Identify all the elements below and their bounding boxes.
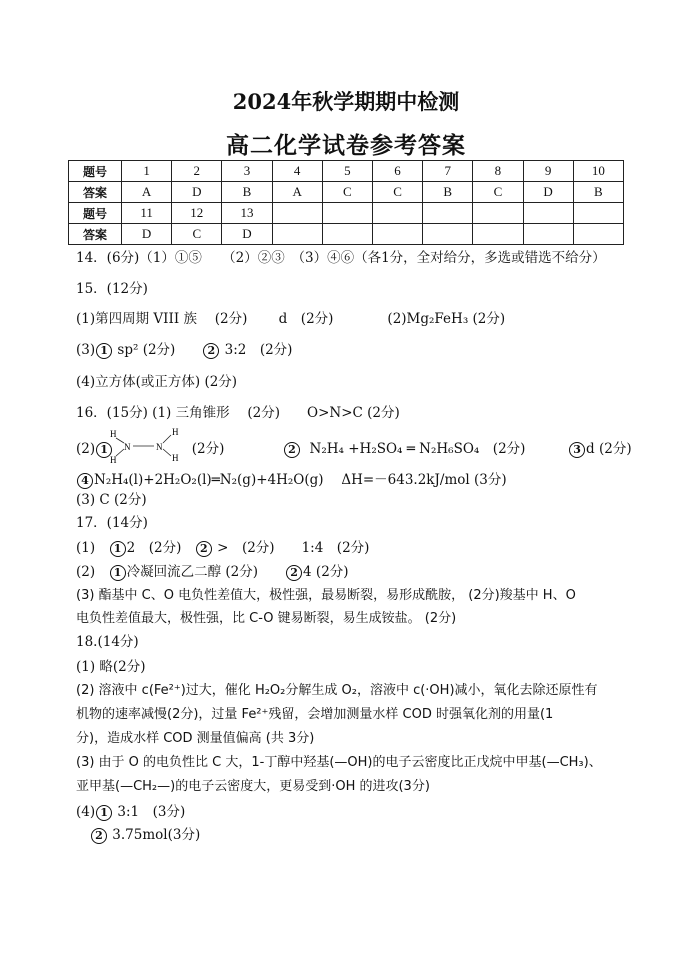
text: (4)	[76, 804, 96, 820]
cell: C	[172, 224, 222, 245]
cell: 3	[222, 161, 272, 182]
cell	[272, 203, 322, 224]
cell: 1	[122, 161, 172, 182]
q16-heading: 16．(15分) (1) 三角锥形 (2分) O>N>C (2分)	[76, 405, 400, 421]
q14-answer: 14．(6分)（1）①⑤ （2）②③ （3）④⑥（各1分，全对给分，多选或错选不给分）	[76, 250, 606, 266]
table-row	[69, 161, 624, 182]
text: > (2分) 1:4 (2分)	[212, 540, 370, 556]
cell	[523, 224, 573, 245]
row-label: 题号	[69, 161, 122, 182]
q15-line: (1)第四周期 VIII 族 (2分) d (2分) (2)Mg₂FeH₃ (2分)	[76, 311, 506, 327]
q15-line: (4)立方体(或正方体) (2分)	[76, 374, 238, 390]
cell: D	[222, 224, 272, 245]
q17-line	[76, 539, 369, 557]
cell: 2	[172, 161, 222, 182]
cell	[473, 203, 523, 224]
circled-number: 2	[91, 828, 107, 844]
cell: B	[222, 182, 272, 203]
bond-line	[163, 449, 171, 456]
q18-line	[90, 826, 200, 844]
q18-heading: 18.(14分)	[76, 634, 139, 650]
cell: 10	[573, 161, 623, 182]
atom-label: N	[156, 442, 163, 452]
table-row	[69, 224, 624, 245]
text: (3)	[76, 342, 96, 358]
q16-line: (3) C (2分)	[76, 492, 147, 508]
atom-label: H	[110, 455, 117, 465]
cell: 6	[372, 161, 422, 182]
circled-number: 4	[77, 473, 93, 489]
q18-line: 机物的速率减慢(2分)，过量 Fe²⁺残留，会增加测量水样 COD 时强氧化剂的用量(1	[76, 707, 554, 722]
cell: 12	[172, 203, 222, 224]
cell: D	[122, 224, 172, 245]
q18-line	[76, 803, 185, 821]
cell	[423, 203, 473, 224]
cell	[523, 203, 573, 224]
circled-number: 1	[96, 805, 112, 821]
cell: D	[523, 182, 573, 203]
circled-number: 1	[110, 541, 126, 557]
text: (2)	[76, 441, 96, 457]
cell: 7	[423, 161, 473, 182]
q15-heading: 15．(12分)	[76, 281, 148, 297]
text: N₂H₄ +H₂SO₄ ═ N₂H₆SO₄ (2分)	[309, 441, 526, 457]
cell: 4	[272, 161, 322, 182]
hydrazine-structure	[104, 425, 184, 465]
page-title: 2024年秋学期期中检测	[232, 89, 460, 114]
circled-number: 2	[286, 565, 302, 581]
text: 3:2 (2分)	[220, 342, 293, 358]
text: 冷凝回流乙二醇 (2分)	[126, 564, 286, 580]
row-label: 答案	[69, 224, 122, 245]
q16-line	[76, 471, 507, 489]
circled-number: 1	[110, 565, 126, 581]
cell: C	[322, 182, 372, 203]
table-row	[69, 203, 624, 224]
cell: D	[172, 182, 222, 203]
q15-line	[76, 341, 292, 359]
cell: 13	[222, 203, 272, 224]
circled-number: 2	[203, 343, 219, 359]
circled-number: 2	[284, 442, 300, 458]
cell	[372, 224, 422, 245]
cell: B	[423, 182, 473, 203]
cell	[372, 203, 422, 224]
text: (2分)	[191, 441, 225, 457]
cell	[573, 224, 623, 245]
q18-line: (3) 由于 O 的电负性比 C 大，1-丁醇中羟基(—OH)的电子云密度比正戊烷中甲基(—CH₃)、	[76, 755, 602, 770]
bond-line	[163, 435, 171, 443]
bond-line	[116, 438, 124, 443]
q17-line: 电负性差值最大，极性强，比 C-O 键易断裂，易生成铵盐。 (2分)	[76, 611, 457, 626]
cell: B	[573, 182, 623, 203]
page-subtitle: 高二化学试卷参考答案	[226, 132, 466, 159]
circled-number: 2	[196, 541, 212, 557]
row-label: 题号	[69, 203, 122, 224]
answer-table	[68, 160, 624, 245]
cell: 9	[523, 161, 573, 182]
cell	[473, 224, 523, 245]
q18-line: (2) 溶液中 c(Fe²⁺)过大，催化 H₂O₂分解生成 O₂，溶液中 c(·OH)减小，氧化去除还原性有	[76, 683, 598, 698]
q18-line: 分)，造成水样 COD 测量值偏高 (共 3分)	[76, 731, 315, 746]
text: (2)	[76, 564, 109, 580]
cell	[272, 224, 322, 245]
cell	[322, 224, 372, 245]
text: N₂H₄(l)+2H₂O₂(l)═N₂(g)+4H₂O(g) ΔH=－643.2kJ/mol (3分)	[94, 472, 507, 488]
circled-number: 1	[96, 442, 112, 458]
cell: C	[372, 182, 422, 203]
atom-label: H	[172, 427, 179, 437]
text: sp² (2分)	[113, 342, 203, 358]
cell: A	[122, 182, 172, 203]
q18-line: 亚甲基(—CH₂—)的电子云密度大，更易受到·OH 的进攻(3分)	[76, 779, 430, 794]
row-label: 答案	[69, 182, 122, 203]
cell	[322, 203, 372, 224]
cell: A	[272, 182, 322, 203]
cell	[423, 224, 473, 245]
table-row	[69, 182, 624, 203]
q17-line: (3) 酯基中 C、O 电负性差值大，极性强，最易断裂，易形成酰胺， (2分)羧基中 H、O	[76, 588, 576, 603]
text: 4 (2分)	[303, 564, 349, 580]
text: 3:1 (3分)	[113, 804, 186, 820]
cell: 5	[322, 161, 372, 182]
circled-number: 1	[96, 343, 112, 359]
atom-label: H	[110, 429, 117, 439]
q17-heading: 17．(14分)	[76, 515, 148, 531]
text: 2 (2分)	[126, 540, 195, 556]
text: 3.75mol(3分)	[108, 827, 201, 843]
cell: 8	[473, 161, 523, 182]
cell	[573, 203, 623, 224]
q18-line: (1) 略(2分)	[76, 659, 146, 675]
cell: 11	[122, 203, 172, 224]
text: d (2分)	[586, 441, 632, 457]
q17-line	[76, 563, 349, 581]
atom-label: H	[172, 453, 179, 463]
bond-line	[116, 449, 124, 456]
circled-number: 3	[569, 442, 585, 458]
atom-label: N	[124, 442, 131, 452]
text: (1)	[76, 540, 109, 556]
cell: C	[473, 182, 523, 203]
